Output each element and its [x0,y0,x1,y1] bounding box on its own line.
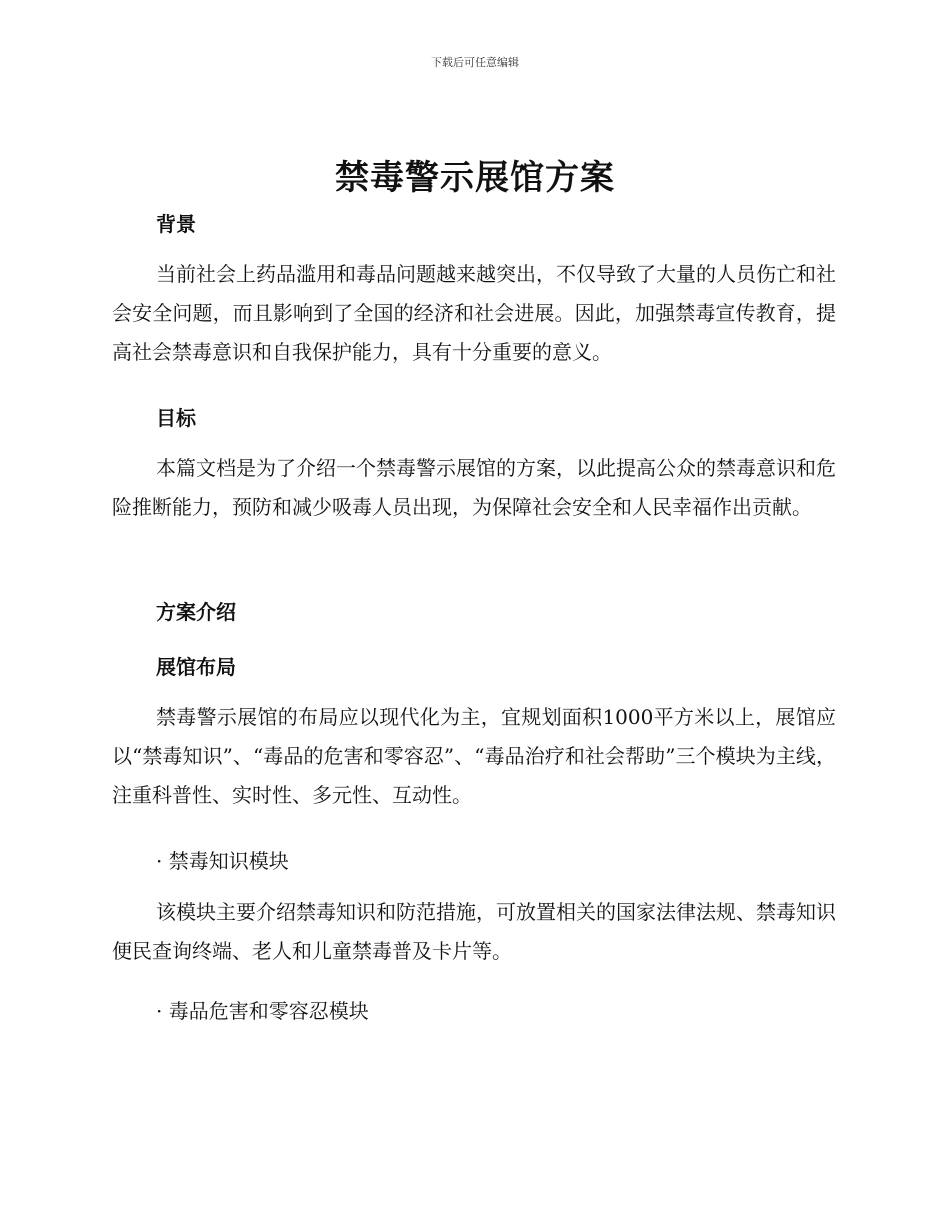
document-title: 禁毒警示展馆方案 [335,158,615,198]
heading-background: 背景 [156,212,196,236]
paragraph-knowledge-module: 该模块主要介绍禁毒知识和防范措施，可放置相关的国家法律法规、禁毒知识便民查询终端、老人和儿童禁毒普及卡片等。 [112,900,836,963]
paragraph-background: 当前社会上药品滥用和毒品问题越来越突出，不仅导致了大量的人员伤亡和社会安全问题，而且影响到了全国的经济和社会进展。因此，加强禁毒宣传教育，提高社会禁毒意识和自我保护能力，具有十分重要的意义。 [112,262,836,364]
header-note: 下载后可任意编辑 [431,56,519,69]
bullet-harm-module: · 毒品危害和零容忍模块 [156,999,369,1023]
paragraph-goal: 本篇文档是为了介绍一个禁毒警示展馆的方案，以此提高公众的禁毒意识和危险推断能力，预防和减少吸毒人员出现，为保障社会安全和人民幸福作出贡献。 [112,456,836,519]
heading-goal: 目标 [156,406,196,430]
paragraph-layout: 禁毒警示展馆的布局应以现代化为主，宜规划面积1000平方米以上，展馆应以“禁毒知识”、“毒品的危害和零容忍”、“毒品治疗和社会帮助”三个模块为主线，注重科普性、实时性、多元性、互动性。 [112,705,836,807]
heading-layout: 展馆布局 [156,655,236,679]
heading-plan: 方案介绍 [156,600,236,624]
bullet-knowledge-module: · 禁毒知识模块 [156,849,289,873]
